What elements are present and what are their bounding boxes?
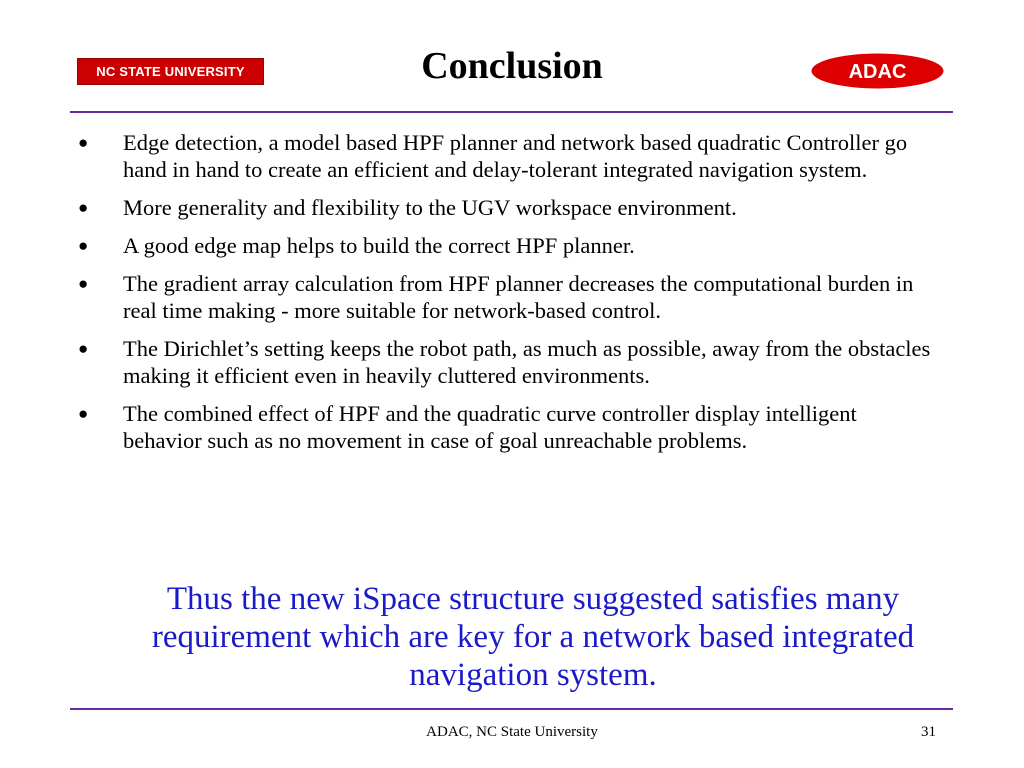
bullet-item: [78, 270, 940, 324]
bullet-marker: ●: [78, 133, 89, 152]
bullet-text: A good edge map helps to build the correct HPF planner.: [123, 233, 635, 258]
footer-divider: [70, 708, 953, 710]
bullet-item: [78, 194, 940, 221]
bullet-marker: ●: [78, 198, 89, 217]
bullet-marker: ●: [78, 404, 89, 423]
footer-text: ADAC, NC State University: [426, 724, 598, 740]
bullet-item: [78, 232, 940, 259]
adac-logo-text: ADAC: [848, 61, 907, 83]
bullet-list: [78, 129, 940, 465]
bullet-marker: ●: [78, 339, 89, 358]
nc-state-university-logo: NC STATE UNIVERSITY: [77, 58, 264, 85]
bullet-text: The gradient array calculation from HPF planner decreases the computational burden in real time making - more suitable for network-based control.: [123, 271, 914, 323]
slide-title: Conclusion: [421, 45, 603, 87]
bullet-text: Edge detection, a model based HPF planner and network based quadratic Controller go hand in hand to create an efficient and delay-tolerant integrated navigation system.: [123, 130, 908, 182]
bullet-item: [78, 400, 940, 454]
page-number: 31: [921, 724, 936, 740]
header-divider: [70, 111, 953, 113]
conclusion-statement: Thus the new iSpace structure suggested satisfies many requirement which are key for a network based integrated navigation system.: [151, 581, 915, 693]
bullet-text: The Dirichlet’s setting keeps the robot path, as much as possible, away from the obstacles making it efficient even in heavily cluttered environments.: [123, 336, 931, 388]
bullet-text: The combined effect of HPF and the quadratic curve controller display intelligent behavior such as no movement in case of goal unreachable problems.: [123, 401, 857, 453]
bullet-marker: ●: [78, 236, 89, 255]
bullet-marker: ●: [78, 274, 89, 293]
bullet-text: More generality and flexibility to the UGV workspace environment.: [123, 195, 737, 220]
bullet-item: [78, 129, 940, 183]
bullet-item: [78, 335, 940, 389]
adac-logo: [810, 52, 945, 90]
